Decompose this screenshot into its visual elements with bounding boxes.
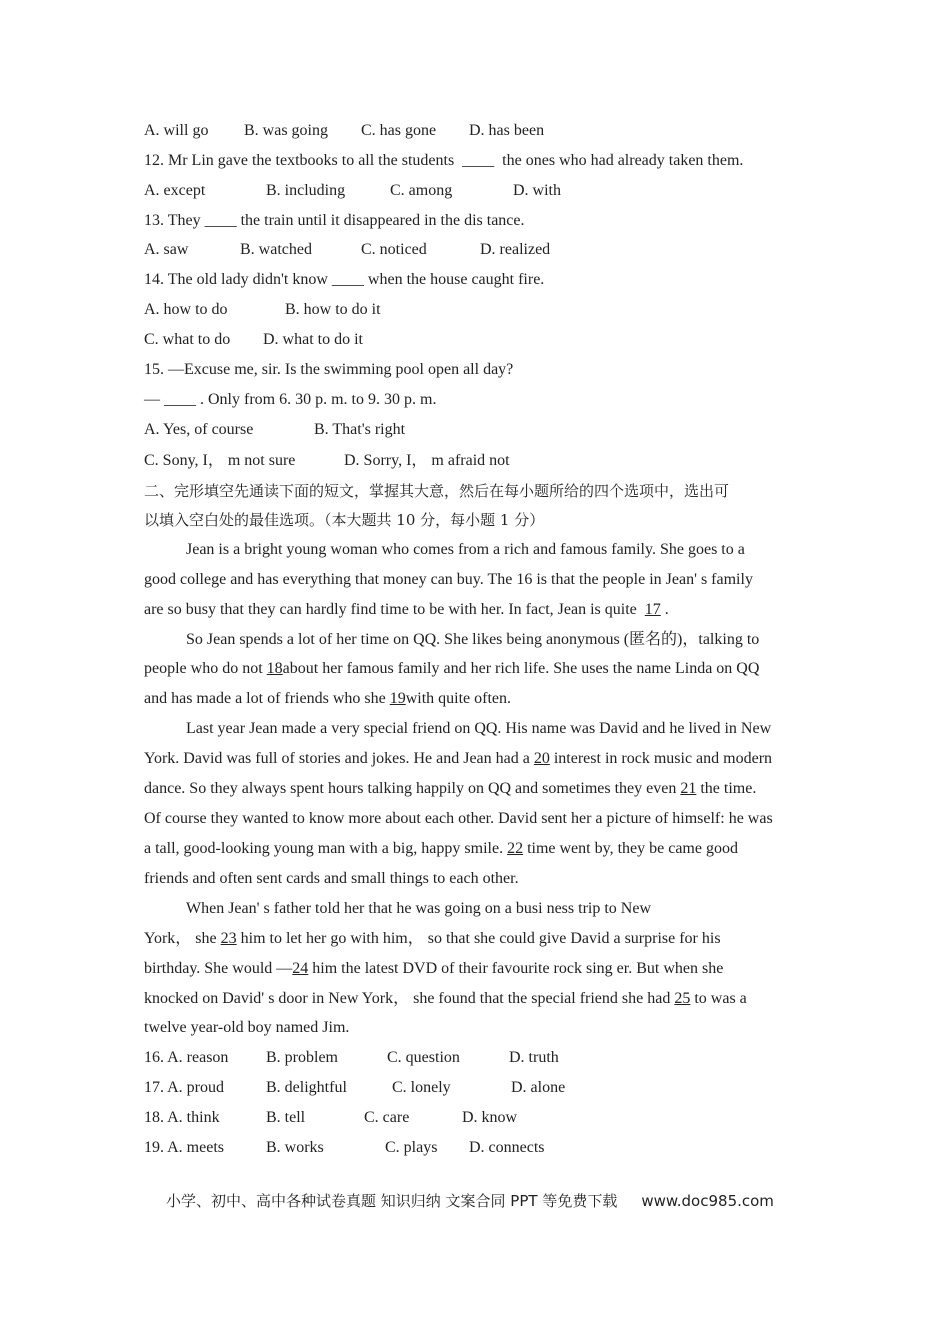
q12-option-b: B. including [266,182,346,199]
q12-blank: ____ [462,152,495,169]
q19-option-d: D. connects [469,1139,545,1156]
passage-p2-line1: So Jean spends a lot of her time on QQ. She likes being anonymous (匿名的)，talking to [186,631,760,648]
q17-option-d: D. alone [511,1079,566,1096]
blank-21: 21 [680,780,697,797]
q19-option-b: B. works [266,1139,324,1156]
passage-p4-line2: York， she 23 him to let her go with him， so that she could give David a surprise for his [144,930,721,947]
q18-option-b: B. tell [266,1109,306,1126]
section2-heading-line2: 以填入空白处的最佳选项。（本大题共 10 分，每小题 1 分） [144,511,545,529]
q15-reply: — ____ . Only from 6. 30 p. m. to 9. 30 p. m. [144,391,437,408]
q17-option-b: B. delightful [266,1079,347,1096]
q15-options-row1 [144,420,405,440]
q17-option-c: C. lonely [392,1079,451,1096]
q18-option-d: D. know [462,1109,518,1126]
q12-option-a: A. except [144,182,206,199]
q13-option-c: C. noticed [361,241,427,258]
q15-options-row2 [144,451,510,471]
q18-option-a: 18. A. think [144,1109,220,1126]
page-footer [166,1190,774,1211]
q15-blank: ____ [164,391,196,408]
q11-option-a: A. will go [144,122,209,139]
passage-p1-line2: good college and has everything that money can buy. The 16 is that the people in Jean' s family [144,571,753,588]
q15-stem: 15. —Excuse me, sir. Is the swimming pool open all day? [144,361,514,378]
blank-23: 23 [220,930,237,947]
passage-p4-line5: twelve year-old boy named Jim. [144,1019,350,1036]
q18-options [144,1108,517,1128]
q14-option-d: D. what to do it [263,331,363,348]
blank-18: 18 [266,660,283,677]
passage-p1-line1: Jean is a bright young woman who comes from a rich and famous family. She goes to a [186,541,745,558]
q16-option-c: C. question [387,1049,460,1066]
q13-stem: 13. They ____ the train until it disappeared in the dis tance. [144,212,525,229]
q14-option-a: A. how to do [144,301,228,318]
q11-option-d: D. has been [469,122,545,139]
q12-option-c: C. among [390,182,453,199]
q12-stem: 12. Mr Lin gave the textbooks to all the students ____ the ones who had already taken them. [144,152,744,169]
q13-option-a: A. saw [144,241,189,258]
q14-option-b: B. how to do it [285,301,381,318]
q14-option-c: C. what to do [144,331,231,348]
q14-options-row1 [144,300,381,320]
footer-site-link[interactable]: www.doc985.com [641,1192,774,1210]
q13-option-d: D. realized [480,241,551,258]
passage-p4-line1: When Jean' s father told her that he was going on a busi ness trip to New [186,900,651,917]
q18-option-c: C. care [364,1109,410,1126]
blank-19: 19 [389,690,406,707]
q13-option-b: B. watched [240,241,312,258]
q16-option-d: D. truth [509,1049,559,1066]
q19-option-c: C. plays [385,1139,438,1156]
q15-option-b: B. That's right [314,421,406,438]
q19-options [144,1138,545,1158]
q16-options [144,1048,559,1068]
q15-option-a: A. Yes, of course [144,421,254,438]
passage-p3-line4: Of course they wanted to know more about each other. David sent her a picture of himself: he was [144,810,773,827]
q16-option-b: B. problem [266,1049,338,1066]
passage-p3-line6: friends and often sent cards and small things to each other. [144,870,519,887]
q11-option-b: B. was going [244,122,328,139]
blank-24: 24 [292,960,309,977]
blank-17: 17 [644,601,661,618]
passage-p3-line2: York. David was full of stories and jokes. He and Jean had a 20 interest in rock music and modern [144,750,773,767]
passage-p1-line3: are so busy that they can hardly find time to be with her. In fact, Jean is quite 17 . [144,601,669,618]
passage-p3-line3: dance. So they always spent hours talking happily on QQ and sometimes they even 21 the time. [144,780,757,797]
q15-option-d: D. Sorry, I， m afraid not [344,452,510,469]
q12-option-d: D. with [513,182,561,199]
blank-22: 22 [507,840,524,857]
passage-p4-line3: birthday. She would —24 him the latest DVD of their favourite rock sing er. But when she [144,960,724,977]
q19-option-a: 19. A. meets [144,1139,224,1156]
blank-25: 25 [674,990,691,1007]
q14-options-row2 [144,330,363,350]
section2-heading-line1: 二、完形填空先通读下面的短文，掌握其大意，然后在每小题所给的四个选项中，选出可 [144,482,730,500]
q14-stem: 14. The old lady didn't know ____ when the house caught fire. [144,271,545,288]
q12-options [144,181,561,201]
passage-p3-line1: Last year Jean made a very special friend on QQ. His name was David and he lived in New [186,720,772,737]
q11-options [144,121,544,141]
passage-p4-line4: knocked on David' s door in New York， she found that the special friend she had 25 to was a [144,990,747,1007]
q17-option-a: 17. A. proud [144,1079,224,1096]
footer-text: 小学、初中、高中各种试卷真题 知识归纳 文案合同 PPT 等免费下载 [166,1192,618,1210]
passage-p2-line2: people who do not 18about her famous family and her rich life. She uses the name Linda on QQ [144,660,760,677]
q13-options [144,240,550,260]
blank-20: 20 [533,750,550,767]
q11-option-c: C. has gone [361,122,437,139]
passage-p3-line5: a tall, good-looking young man with a big, happy smile. 22 time went by, they be came good [144,840,738,857]
passage-p2-line3: and has made a lot of friends who she 19with quite often. [144,690,512,707]
q17-options [144,1078,565,1098]
q16-option-a: 16. A. reason [144,1049,229,1066]
q15-option-c: C. Sony, I， m not sure [144,452,296,469]
